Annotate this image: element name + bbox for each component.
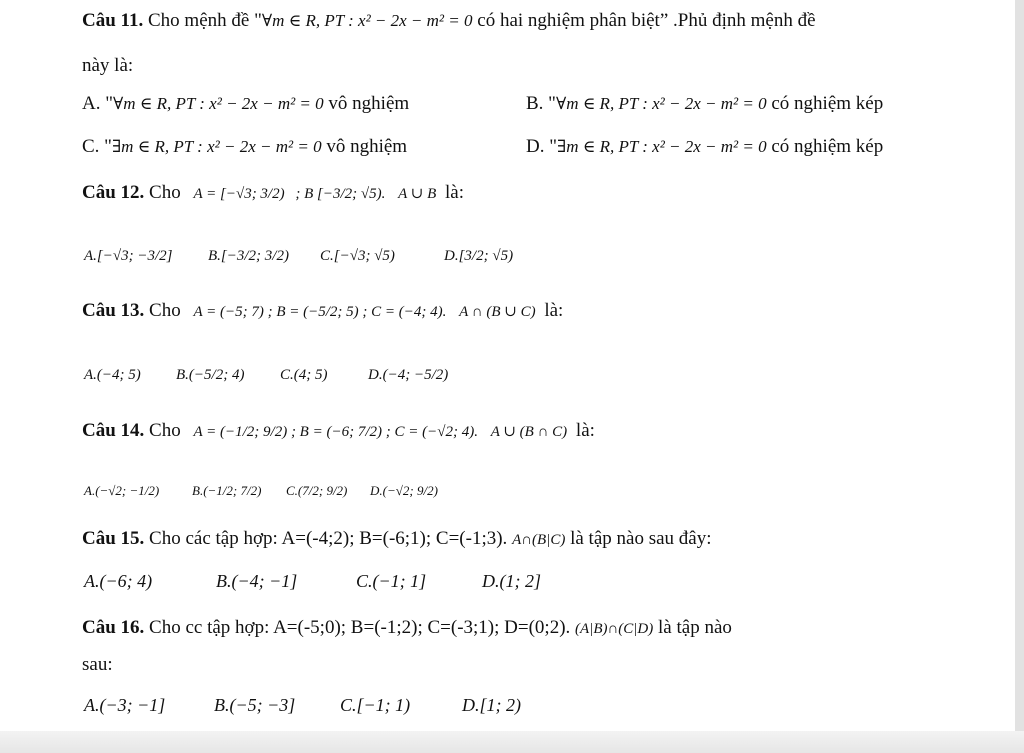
q14-line: Câu 14. Cho A = (−1/2; 9/2) ; B = (−6; 7/2) ; C = (−√2; 4). A ∪ (B ∩ C) là: xyxy=(82,420,595,441)
q12-la: là: xyxy=(445,182,464,203)
q13-sets: A = (−5; 7) ; B = (−5/2; 5) ; C = (−4; 4). xyxy=(193,304,447,320)
q16-label: Câu 16. xyxy=(82,617,145,638)
q16-option-b: B.(−5; −3] xyxy=(214,695,296,715)
page-bottom-edge xyxy=(0,731,1024,753)
q11-option-d: D. "∃m ∈ R, PT : x² − 2x − m² = 0 có nghiệm kép xyxy=(526,136,884,157)
q12-option-c: C.[−√3; √5) xyxy=(320,248,395,264)
q11-option-a: A. "∀m ∈ R, PT : x² − 2x − m² = 0 vô nghiệm xyxy=(82,93,410,114)
q12-operation: A ∪ B xyxy=(398,186,437,202)
q14-la: là: xyxy=(575,420,595,441)
q12-line: Câu 12. Cho A = [−√3; 3/2) ; B [−3/2; √5). A ∪ B là: xyxy=(82,182,464,203)
q15-label: Câu 15. xyxy=(82,528,145,549)
q15-option-a: A.(−6; 4) xyxy=(84,571,153,591)
q14-operation: A ∪ (B ∩ C) xyxy=(490,424,568,440)
q11-option-c: C. "∃m ∈ R, PT : x² − 2x − m² = 0 vô nghiệm xyxy=(82,136,408,157)
q11-text2: có hai nghiệm phân biệt” .Phủ định mệnh đề xyxy=(472,10,816,31)
q13-label: Câu 13. xyxy=(82,300,145,321)
q12-label: Câu 12. xyxy=(82,182,145,203)
q14-option-a: A.(−√2; −1/2) xyxy=(84,483,160,498)
q11-option-b: B. "∀m ∈ R, PT : x² − 2x − m² = 0 có nghiệm kép xyxy=(526,93,884,114)
q14-option-c: C.(7/2; 9/2) xyxy=(286,483,348,498)
q13-option-c: C.(4; 5) xyxy=(280,367,328,383)
q15-operation: A∩(B|C) xyxy=(512,532,566,548)
q12-set-a: A = [−√3; 3/2) xyxy=(193,186,285,202)
q16-continuation: sau: xyxy=(82,654,113,675)
q12-set-b: ; B [−3/2; √5). xyxy=(295,186,386,202)
q12-option-d: D.[3/2; √5) xyxy=(444,248,514,264)
q13-option-a: A.(−4; 5) xyxy=(84,367,141,383)
q15-option-d: D.(1; 2] xyxy=(482,571,541,591)
q12-option-b: B.[−3/2; 3/2) xyxy=(208,248,289,264)
q12-option-a: A.[−√3; −3/2] xyxy=(84,248,173,264)
q11-label: Câu 11. xyxy=(82,10,144,31)
q11-statement: ∀m ∈ R, PT : x² − 2x − m² = 0 xyxy=(261,11,473,30)
page-edge-shadow xyxy=(1015,0,1024,753)
q14-option-d: D.(−√2; 9/2) xyxy=(370,483,438,498)
q13-la: là: xyxy=(544,300,564,321)
q15-line xyxy=(82,526,712,553)
q13-option-d: D.(−4; −5/2) xyxy=(368,367,449,383)
q13-operation: A ∩ (B ∪ C) xyxy=(459,304,536,320)
q14-label: Câu 14. xyxy=(82,420,145,441)
q11-text1: Cho mệnh đề " xyxy=(143,10,262,31)
q16-line xyxy=(82,615,732,642)
q15-option-c: C.(−1; 1] xyxy=(356,571,427,591)
q16-tail: là tập nào xyxy=(653,617,732,638)
q11-continuation: này là: xyxy=(82,55,134,76)
q15-tail: là tập nào sau đây: xyxy=(565,528,712,549)
q13-line: Câu 13. Cho A = (−5; 7) ; B = (−5/2; 5) ; C = (−4; 4). A ∩ (B ∪ C) là: xyxy=(82,300,564,321)
q14-option-b: B.(−1/2; 7/2) xyxy=(192,483,262,498)
q16-option-c: C.[−1; 1) xyxy=(340,695,411,715)
q13-option-b: B.(−5/2; 4) xyxy=(176,367,245,383)
q14-sets: A = (−1/2; 9/2) ; B = (−6; 7/2) ; C = (−√2; 4). xyxy=(193,424,478,440)
q15-text: Cho các tập hợp: A=(-4;2); B=(-6;1); C=(-1;3). xyxy=(144,528,508,549)
q16-text: Cho cc tập hợp: A=(-5;0); B=(-1;2); C=(-3;1); D=(0;2). xyxy=(144,617,571,638)
q16-operation: (A|B)∩(C|D) xyxy=(575,621,654,637)
q11-line xyxy=(82,8,816,34)
q16-option-d: D.[1; 2) xyxy=(462,695,521,715)
q16-option-a: A.(−3; −1] xyxy=(84,695,166,715)
q15-option-b: B.(−4; −1] xyxy=(216,571,298,591)
